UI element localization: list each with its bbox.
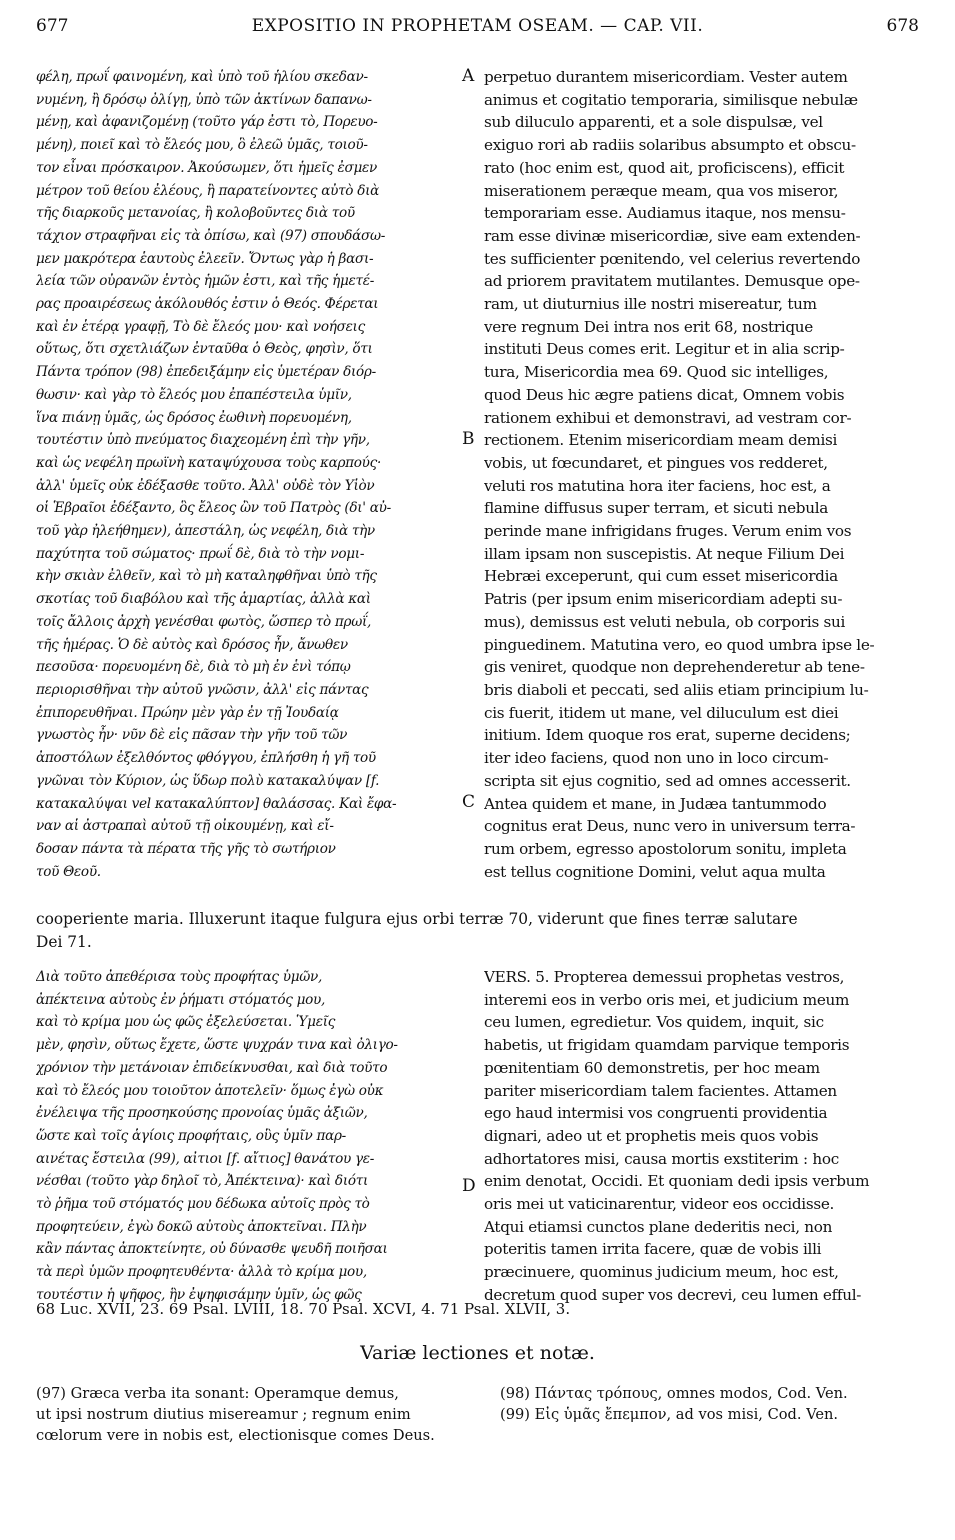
text-line: κἂν πάντας ἀποκτείνητε, οὐ δύνασθε ψευδῆ ποιῆσαι: [36, 1241, 388, 1258]
text-line: flamine diffusus super terram, et sicuti nebula: [484, 499, 829, 518]
text-line: ἵνα πιάνῃ ὑμᾶς, ὡς δρόσος ἐωθινὴ πορευομένη,: [36, 409, 352, 426]
text-line: est tellus cognitione Domini, velut aqua multa: [484, 862, 826, 881]
text-line: ἀλλ' ὑμεῖς οὐκ ἐδέξασθε τοῦτο. Ἀλλ' οὐδὲ τὸν Υἱὸν: [36, 477, 375, 494]
text-line: temporariam esse. Audiamus itaque, nos mensu-: [484, 204, 846, 223]
text-line: τον εἶναι πρόσκαιρον. Ἀκούσωμεν, ὅτι ἡμεῖς ἐσμεν: [36, 159, 377, 176]
text-line: Πάντα τρόπον (98) ἐπεδειξάμην εἰς ὑμετέραν διόρ-: [36, 364, 376, 381]
text-line: δοσαν πάντα τὰ πέρατα τῆς γῆς τὸ σωτήριον: [36, 840, 336, 857]
text-line: rectionem. Etenim misericordiam meam demisi: [484, 431, 838, 450]
text-line: οἱ Ἑβραῖοι ἐδέξαντο, ὃς ἔλεος ὢν τοῦ Πατρὸς (δι' αὐ-: [36, 500, 391, 517]
text-line: περιορισθῆναι τὴν αὐτοῦ γνῶσιν, ἀλλ' εἰς πάντας: [36, 681, 369, 698]
text-line: scripta sit ejus cognitio, sed ad omnes accesserit.: [484, 771, 851, 790]
text-line: præcinuere, quominus judicium meum, hoc est,: [484, 1263, 839, 1282]
text-line: ad priorem pravitatem mutilantes. Demusque ope-: [484, 272, 860, 291]
text-line: decretum quod super vos decrevi, ceu lumen efful-: [484, 1285, 862, 1304]
text-line: rato (hoc enim est, quod ait, proficiscens), efficit: [484, 158, 845, 177]
text-line: (97) Græca verba ita sonant: Operamque demus,: [36, 1385, 399, 1402]
text-line: animus et cogitatio temporaria, similisque nebulæ: [484, 90, 858, 109]
text-line: pœnitentiam 60 demonstretis, per hoc meam: [484, 1058, 820, 1077]
text-line: cœlorum vere in nobis est, electionisque comes Deus.: [36, 1427, 435, 1444]
text-line: νυμένη, ἢ δρόσῳ ὀλίγῃ, ὑπὸ τῶν ἀκτίνων δαπανω-: [36, 91, 372, 108]
text-line: enim denotat, Occidi. Et quoniam dedi ipsis verbum: [484, 1172, 870, 1191]
scripture-references: 68 Luc. XVII, 23. 69 Psal. LVIII, 18. 70 Psal. XCVI, 4. 71 Psal. XLVII, 3.: [36, 1300, 571, 1318]
text-line: oris mei ut vaticinarentur, videor eos occidisse.: [484, 1195, 835, 1214]
text-line: illam ipsam non suscepistis. At neque Filium Dei: [484, 544, 845, 563]
running-header: [36, 10, 919, 40]
margin-letter-a: A: [462, 66, 475, 86]
text-line: ram, ut diuturnius ille nostri misereatur, tum: [484, 295, 817, 314]
text-line: bris diaboli et peccati, sed aliis etiam principium lu-: [484, 680, 869, 699]
text-line: initium. Idem quoque ros erat, superne decidens;: [484, 726, 851, 745]
text-line: γνῶναι τὸν Κύριον, ὡς ὕδωρ πολὺ κατακαλύψαν [f.: [36, 772, 380, 789]
text-line: τάχιον στραφῆναι εἰς τὰ ὀπίσω, καὶ (97) σπουδάσω-: [36, 227, 386, 244]
text-line: μέτρον τοῦ θείου ἐλέους, ἢ παρατείνοντες αὐτὸ διὰ: [36, 182, 380, 199]
text-line: τουτέστιν ἡ ψῆφος, ἣν ἐψηφισάμην ὑμῖν, ὡς φῶς: [36, 1286, 362, 1303]
text-line: τῆς ἡμέρας. Ὁ δὲ αὐτὸς καὶ δρόσος ἦν, ἄνωθεν: [36, 636, 348, 653]
text-line: πεσοῦσα· πορευομένη δὲ, διὰ τὸ μὴ ἐν ἑνὶ τόπῳ: [36, 659, 351, 676]
text-line: interemi eos in verbo oris mei, et judicium meum: [484, 990, 850, 1009]
text-line: θωσιν· καὶ γὰρ τὸ ἔλεός μου ἐπαπέστειλα ὑμῖν,: [36, 386, 352, 403]
page-number-left: 677: [36, 16, 69, 36]
text-line: ὥστε καὶ τοῖς ἁγίοις προφήταις, οὓς ὑμῖν παρ-: [36, 1127, 346, 1144]
text-line: ram esse divinæ misericordiæ, sive eam extenden-: [484, 226, 861, 245]
text-line: ναν αἱ ἀστραπαὶ αὐτοῦ τῇ οἰκουμένῃ, καὶ εἴ-: [36, 818, 334, 835]
text-line: ἀπέκτεινα αὐτοὺς ἐν ῥήματι στόματός μου,: [36, 991, 326, 1008]
margin-letter-c: C: [462, 792, 476, 812]
text-line: miserationem peræque meam, qua vos miseror,: [484, 181, 839, 200]
text-line: cooperiente maria. Illuxerunt itaque fulgura ejus orbi terræ 70, viderunt que fines terræ salutare: [36, 910, 798, 928]
latin-column-upper: [484, 66, 922, 883]
text-line: αινέτας ἔστειλα (99), αἰτιοι [f. αἴτιος] θανάτου γε-: [36, 1150, 375, 1167]
text-line: ego haud intermisi vos congruenti providentia: [484, 1104, 828, 1123]
text-line: ut ipsi nostrum diutius misereamur ; regnum enim: [36, 1406, 411, 1423]
greek-column-lower: [36, 966, 461, 1307]
text-line: pariter misericordiam talem facientes. Attamen: [484, 1081, 837, 1100]
greek-column-upper: [36, 66, 461, 883]
text-line: Atqui etiamsi cunctos plane dederitis neci, non: [484, 1217, 833, 1236]
text-line: sub diluculo apparenti, et a sole dispulsæ, vel: [484, 113, 823, 132]
text-line: vobis, ut fœcundaret, et pingues vos redderet,: [484, 453, 828, 472]
text-line: τοῦ Θεοῦ.: [36, 863, 101, 880]
text-line: rationem exhibui et demonstravi, ad vestram cor-: [484, 408, 852, 427]
text-line: exiguo rori ab radiis solaribus absumpto et obscu-: [484, 136, 856, 155]
text-line: tura, Misericordia mea 69. Quod sic intelliges,: [484, 363, 829, 382]
text-line: (98) Πάντας τρόπους, omnes modos, Cod. Ven.: [500, 1385, 848, 1402]
text-line: οὕτως, ὅτι σχετλιάζων ἐνταῦθα ὁ Θεὸς, φησὶν, ὅτι: [36, 341, 373, 358]
text-line: χρόνιον τὴν μετάνοιαν ἐπιδείκνυσθαι, καὶ διὰ τοῦτο: [36, 1059, 388, 1076]
text-line: iter ideo faciens, quod non uno in loco circum-: [484, 749, 829, 768]
text-line: dignari, adeo ut et prophetis meis quos vobis: [484, 1126, 819, 1145]
text-line: Patris (per ipsum enim misericordiam adepti su-: [484, 590, 843, 609]
text-line: cis fuerit, itidem ut mane, vel diluculum est diei: [484, 703, 839, 722]
text-line: μεν μακρότερα ἑαυτοὺς ἐλεεῖν. Ὄντως γὰρ ἡ βασι-: [36, 250, 374, 267]
text-line: Hebræi exceperunt, qui cum esset misericordia: [484, 567, 838, 586]
text-line: κὴν σκιὰν ἐλθεῖν, καὶ τὸ μὴ καταληφθῆναι ὑπὸ τῆς: [36, 568, 377, 585]
text-line: τῆς διαρκοῦς μετανοίας, ἢ κολοβοῦντες διὰ τοῦ: [36, 205, 355, 222]
text-line: καὶ τὸ κρίμα μου ὡς φῶς ἐξελεύσεται. Ὑμεῖς: [36, 1014, 336, 1031]
text-line: ἐνέλειψα τῆς προσηκούσης προνοίας ὑμᾶς ἀξιῶν,: [36, 1105, 368, 1122]
text-line: φέλη, πρωΐ φαινομένη, καὶ ὑπὸ τοῦ ἡλίου σκεδαν-: [36, 69, 368, 85]
text-line: προφητεύειν, ἐγὼ δοκῶ αὐτοὺς ἀποκτεῖναι. Πλὴν: [36, 1218, 367, 1235]
text-line: VERS. 5. Propterea demessui prophetas vestros,: [484, 968, 845, 986]
text-line: quod Deus hic ægre patiens dicat, Omnem vobis: [484, 385, 845, 404]
text-line: τὸ ῥῆμα τοῦ στόματός μου δέδωκα αὐτοῖς πρὸς τὸ: [36, 1196, 370, 1213]
text-line: μένῃ, καὶ ἀφανιζομένῃ (τοῦτο γάρ ἐστι τὸ, Πορευο-: [36, 114, 378, 131]
text-line: λεία τῶν οὐρανῶν ἐντὸς ἡμῶν ἐστι, καὶ τῆς ἡμετέ-: [36, 273, 375, 290]
text-line: Διὰ τοῦτο ἀπεθέρισα τοὺς προφήτας ὑμῶν,: [36, 969, 323, 985]
text-line: σκοτίας τοῦ διαβόλου καὶ τῆς ἁμαρτίας, ἀλλὰ καὶ: [36, 591, 371, 608]
text-line: τοῖς ἄλλοις ἀρχὴ γενέσθαι φωτὸς, ὥσπερ τὸ πρωΐ,: [36, 613, 372, 630]
text-line: habetis, ut frigidam quamdam parvique temporis: [484, 1036, 850, 1055]
text-line: (99) Εἰς ὑμᾶς ἔπεμπον, ad vos misi, Cod. Ven.: [500, 1406, 839, 1423]
text-line: ἐπιπορευθῆναι. Πρώην μὲν γὰρ ἐν τῇ Ἰουδαίᾳ: [36, 704, 339, 721]
full-width-span: [36, 908, 921, 953]
text-line: νέσθαι (τοῦτο γὰρ δηλοῖ τὸ, Ἀπέκτεινα)· καὶ διότι: [36, 1173, 368, 1190]
notes-heading: Variæ lectiones et notæ.: [360, 1342, 595, 1364]
text-line: gis veniret, quodque non deprehenderetur ab tene-: [484, 658, 865, 677]
text-line: καὶ τὸ ἔλεός μου τοιοῦτον ἀποτελεῖν· ὅμως ἐγὼ οὐκ: [36, 1082, 384, 1099]
text-line: τουτέστιν ὑπὸ πνεύματος διαχεομένη ἐπὶ τὴν γῆν,: [36, 432, 370, 449]
text-line: poteritis tamen irrita facere, quæ de vobis illi: [484, 1240, 822, 1259]
text-line: tes sufficienter pœnitendo, vel celerius revertendo: [484, 249, 861, 268]
text-line: cognitus erat Deus, nunc vero in universum terra-: [484, 817, 856, 836]
text-line: perpetuo durantem misericordiam. Vester autem: [484, 68, 848, 86]
text-line: ceu lumen, egredietur. Vos quidem, inquit, sic: [484, 1013, 824, 1032]
text-line: pinguedinem. Matutina vero, eo quod umbra ipse le-: [484, 635, 875, 654]
text-line: instituti Deus comes erit. Legitur et in alia scrip-: [484, 340, 845, 359]
latin-column-lower: [484, 966, 922, 1307]
text-line: τοῦ γὰρ ἠλεήθημεν), ἀπεστάλη, ὡς νεφέλη, διὰ τὴν: [36, 523, 375, 540]
running-title: EXPOSITIO IN PROPHETAM OSEAM. — CAP. VII.: [251, 16, 704, 36]
page-number-right: 678: [886, 16, 919, 36]
text-line: adhortatores misi, causa mortis exstiterim : hoc: [484, 1149, 839, 1168]
text-line: καὶ ὡς νεφέλη πρωϊνὴ καταψύχουσα τοὺς καρπούς·: [36, 454, 381, 471]
margin-letter-b: B: [462, 429, 475, 449]
text-line: μὲν, φησὶν, οὕτως ἔχετε, ὥστε ψυχράν τινα καὶ ὀλιγο-: [36, 1037, 398, 1054]
text-line: ἀποστόλων ἐξελθόντος φθόγγου, ἐπλήσθη ἡ γῆ τοῦ: [36, 750, 376, 767]
text-line: γνωστὸς ἦν· νῦν δὲ εἰς πᾶσαν τὴν γῆν τοῦ τῶν: [36, 727, 348, 744]
text-line: κατακαλύψαι vel κατακαλύπτον] θαλάσσας. Καὶ ἔφα-: [36, 795, 397, 812]
text-line: μένη), ποιεῖ καὶ τὸ ἔλεός μου, ὃ ἐλεῶ ὑμᾶς, τοιοῦ-: [36, 137, 368, 154]
text-line: perinde mane infrigidans fruges. Verum enim vos: [484, 522, 852, 541]
text-line: vere regnum Dei intra nos erit 68, nostrique: [484, 317, 813, 336]
text-line: Antea quidem et mane, in Judæa tantummodo: [484, 794, 827, 813]
text-line: καὶ ἐν ἑτέρᾳ γραφῇ, Τὸ δὲ ἔλεός μου· καὶ νοήσεις: [36, 318, 365, 335]
text-line: mus), demissus est veluti nebula, ob corporis sui: [484, 612, 846, 631]
text-line: ρας προαιρέσεως ἀκόλουθός ἐστιν ὁ Θεός. Φέρεται: [36, 296, 379, 313]
notes-right-column: [500, 1383, 922, 1425]
text-line: τὰ περὶ ὑμῶν προφητευθέντα· ἀλλὰ τὸ κρίμα μου,: [36, 1264, 367, 1281]
text-line: rum orbem, egresso apostolorum sonitu, impleta: [484, 839, 847, 858]
text-line: Dei 71.: [36, 932, 92, 951]
text-line: παχύτητα τοῦ σώματος· πρωΐ δὲ, διὰ τὸ τὴν νομι-: [36, 545, 365, 562]
margin-letter-d: D: [462, 1176, 476, 1196]
text-line: veluti ros matutina hora iter faciens, hoc est, a: [484, 476, 831, 495]
notes-left-column: [36, 1383, 476, 1446]
